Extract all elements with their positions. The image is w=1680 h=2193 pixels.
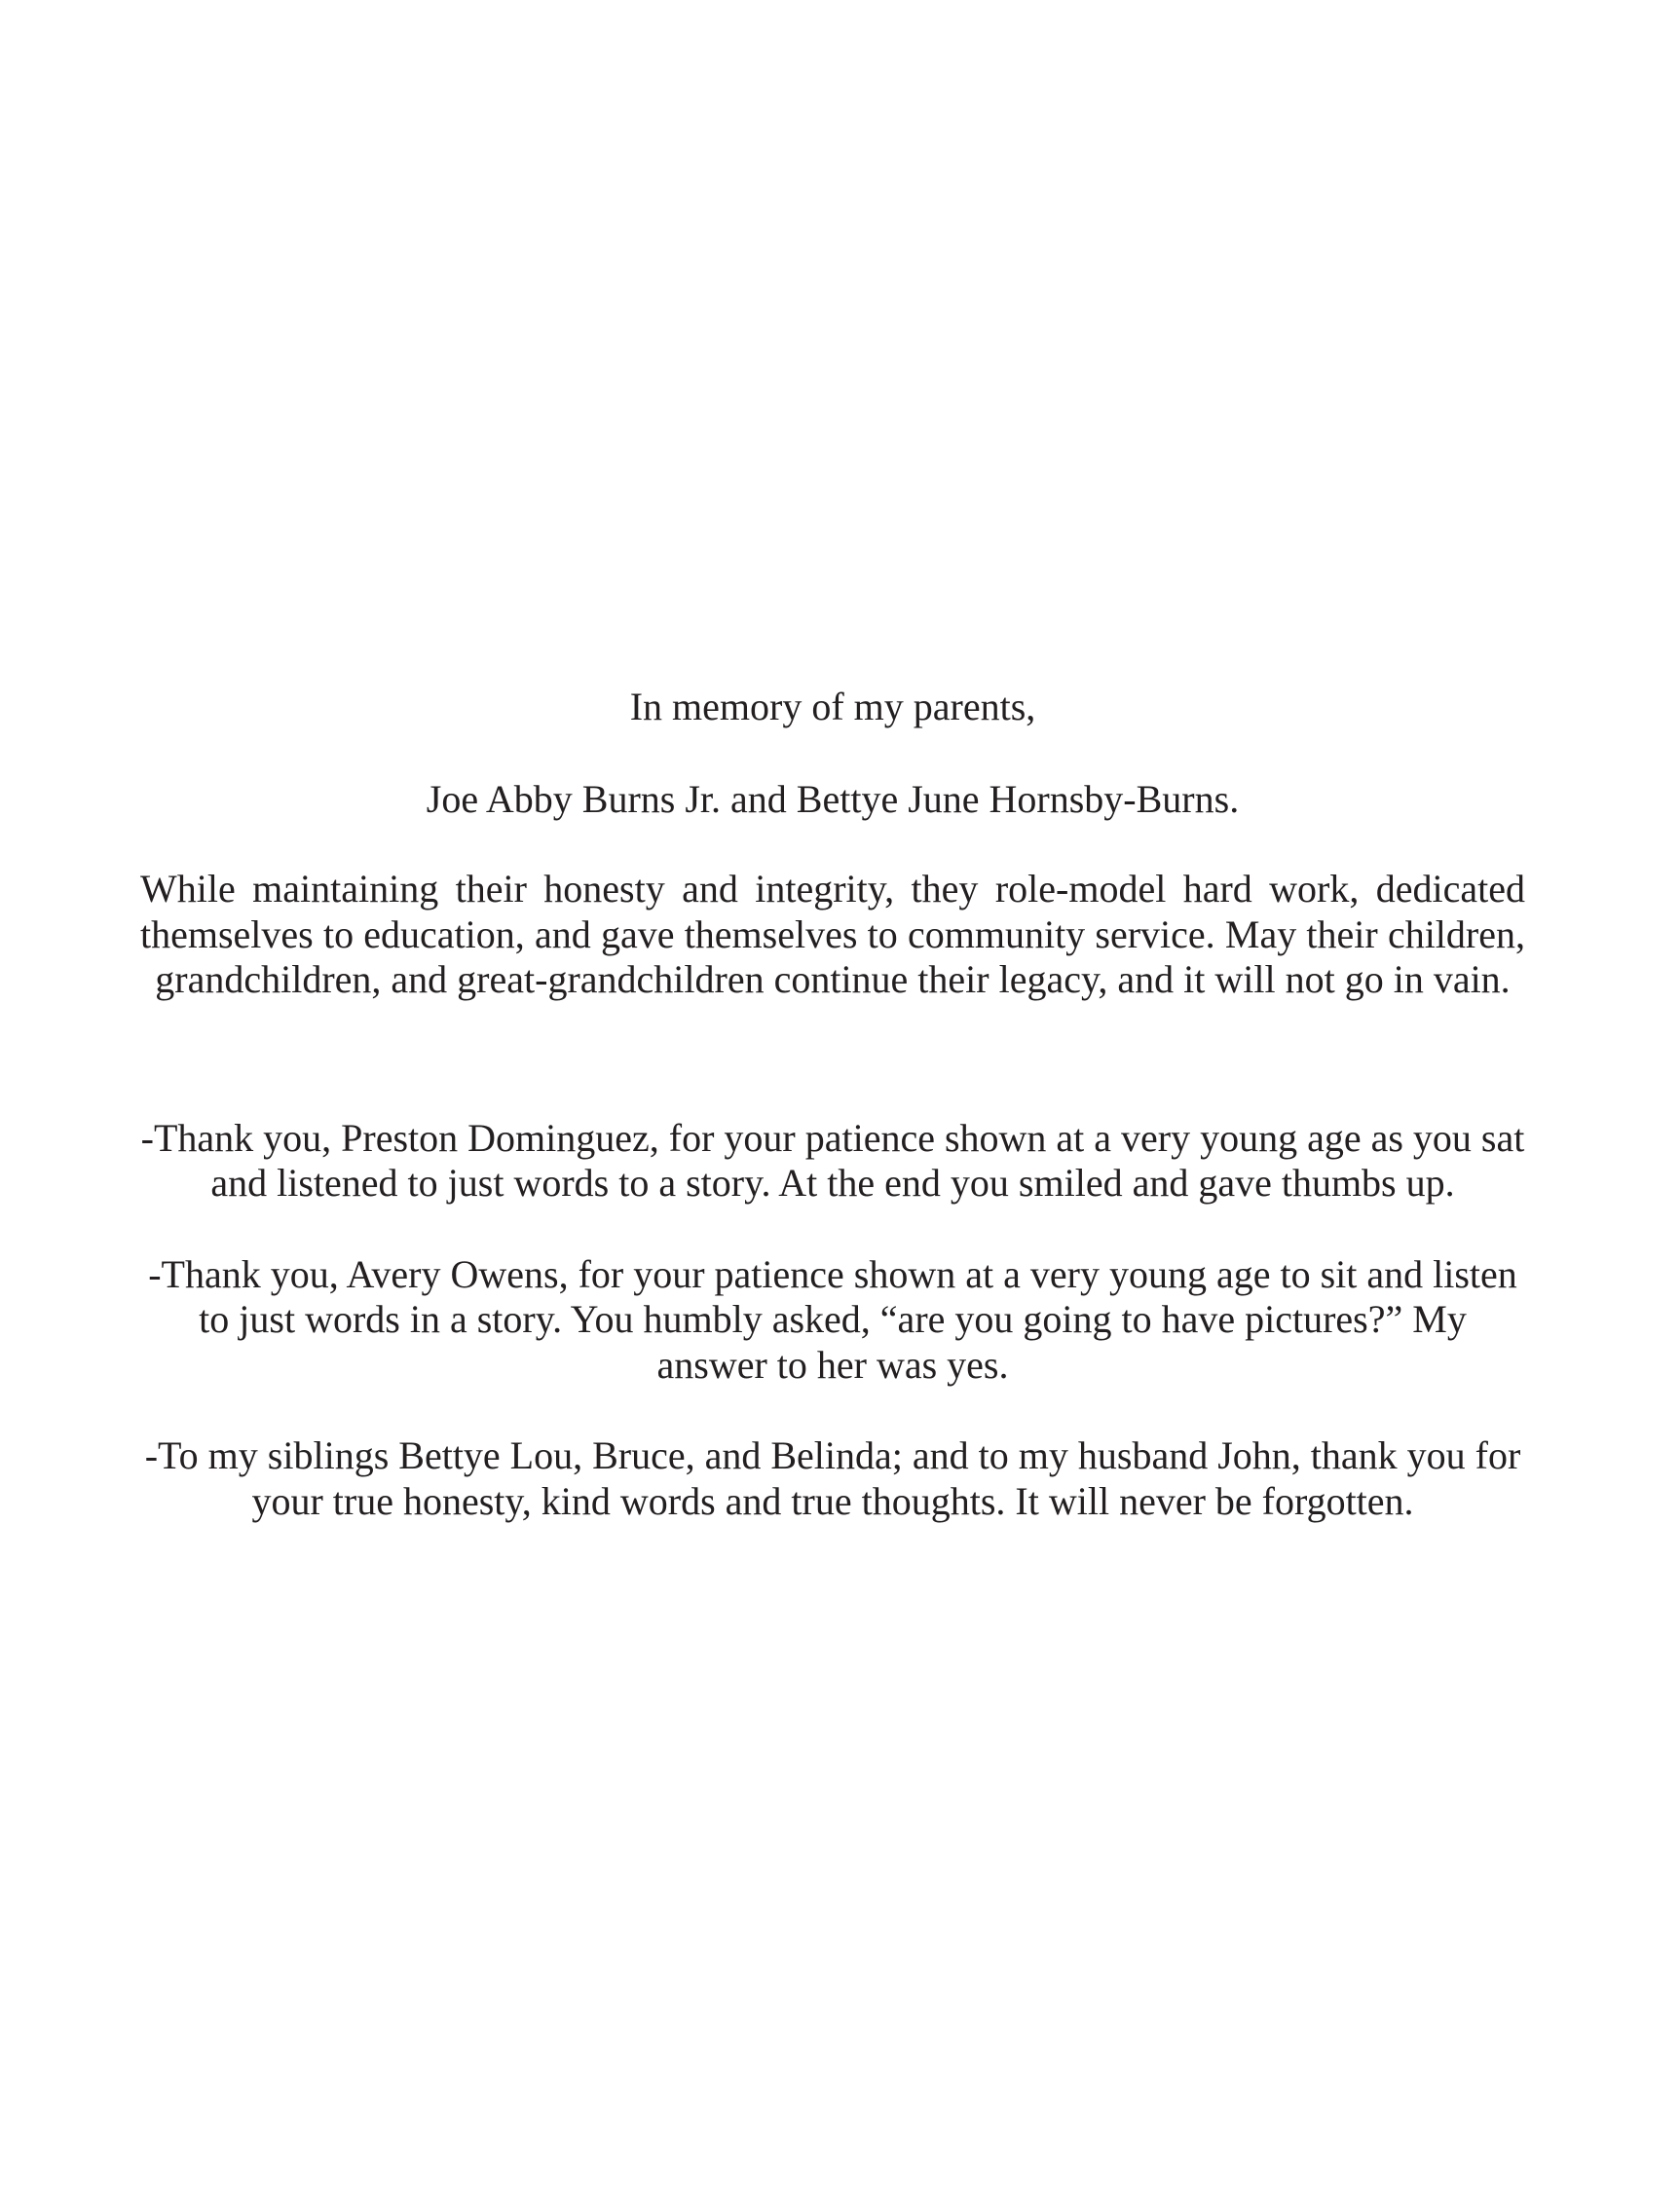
thanks-family-paragraph: -To my siblings Bettye Lou, Bruce, and Belinda; and to my husband John, thank you for your true honesty, kind words and true thoughts. It will never be forgotten. (144, 1433, 1521, 1523)
parents-names: Joe Abby Burns Jr. and Bettye June Hornsby-Burns. (426, 776, 1240, 821)
dedication-block (140, 685, 1525, 1524)
tribute-paragraph: While maintaining their honesty and integrity, they role-model hard work, dedicated themselves to education, and gave themselves to community service. May their children, grandchildren, and great-grandchildren continue their legacy, and it will not go in vain. (140, 867, 1525, 1001)
memory-line: In memory of my parents, (629, 685, 1036, 728)
thanks-preston-paragraph: -Thank you, Preston Dominguez, for your patience shown at a very young age as you sat and listened to just words to a story. At the end you smiled and gave thumbs up. (140, 1115, 1525, 1205)
thanks-avery-paragraph: -Thank you, Avery Owens, for your patience shown at a very young age to sit and listen to just words in a story. You humbly asked, “are you going to have pictures?” My answer to her was yes. (148, 1251, 1517, 1387)
